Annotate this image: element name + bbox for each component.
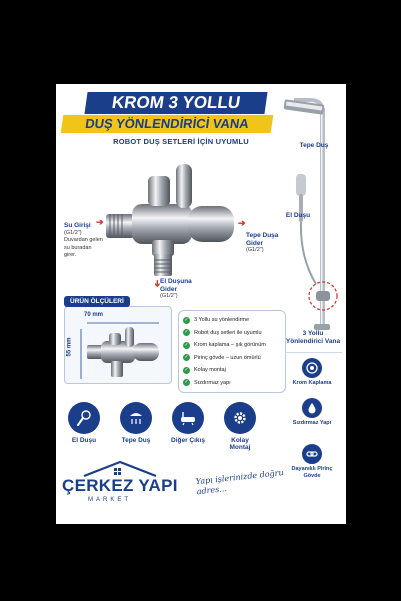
dimension-valve-illustration bbox=[79, 321, 167, 381]
inlet-arrow: ➔ bbox=[96, 217, 104, 227]
hand-shower-label: El Duşu bbox=[285, 212, 311, 219]
drop-icon bbox=[302, 398, 322, 418]
icon-label: Tepe Duş bbox=[121, 437, 151, 444]
list-item bbox=[183, 314, 281, 327]
list-item bbox=[183, 377, 281, 390]
feature-text: Krom kaplama – şık görünüm bbox=[194, 342, 266, 349]
top-outlet-title: Tepe Duşa Gider bbox=[246, 232, 279, 247]
icon-label: El Duşu bbox=[71, 437, 97, 444]
brand-name: ÇERKEZ YAPI bbox=[62, 476, 178, 495]
link-icon bbox=[302, 444, 322, 464]
hand-shower-icon bbox=[68, 402, 100, 434]
feature-text: Pirinç gövde – uzun ömürlü bbox=[194, 354, 261, 361]
icon-label: Diğer Çıkış bbox=[171, 437, 205, 444]
icon-rain-shower bbox=[116, 402, 156, 444]
gear-icon bbox=[224, 402, 256, 434]
icon-easy-install bbox=[220, 402, 260, 451]
top-outlet-arrow: ➔ bbox=[238, 218, 246, 228]
top-shower-label: Tepe Duş bbox=[299, 142, 329, 149]
feature-text: 3 Yollu su yönlendirme bbox=[194, 317, 250, 324]
brand-sub: MARKET bbox=[88, 497, 132, 503]
drop-badge-label: Sızdırmaz Yapı bbox=[292, 420, 332, 426]
hand-shower-outlet-label bbox=[160, 278, 210, 301]
chrome-badge-label: Krom Kaplama bbox=[292, 380, 332, 386]
water-inlet-title: Su Girişi bbox=[64, 222, 91, 229]
check-icon: ✓ bbox=[184, 354, 189, 361]
hand-outlet-title: El Duşuna Gider bbox=[160, 278, 192, 293]
water-inlet-note: Duvardan gelen su buradan girer. bbox=[64, 237, 103, 258]
brass-badge-label: Dayanıklı Pirinç Gövde bbox=[291, 466, 333, 479]
brand-logo bbox=[62, 460, 180, 506]
list-item bbox=[183, 339, 281, 352]
water-inlet-size: (G1/2") bbox=[64, 229, 82, 236]
right-divider bbox=[280, 352, 342, 353]
feature-text: Sızdırmaz yapı bbox=[194, 379, 231, 386]
title-line-2: DUŞ YÖNLENDİRİCİ VANA bbox=[61, 115, 274, 133]
water-inlet-label bbox=[64, 222, 104, 260]
width-dimension: 70 mm bbox=[84, 312, 104, 318]
check-icon: ✓ bbox=[184, 329, 189, 336]
height-dimension: 55 mm bbox=[66, 337, 73, 357]
top-outlet-size: (G1/2") bbox=[246, 247, 264, 253]
icon-hand-shower bbox=[64, 402, 104, 444]
dimensions-title: ÜRÜN ÖLÇÜLERİ bbox=[64, 296, 130, 307]
list-item bbox=[183, 352, 281, 365]
product-sheet bbox=[56, 84, 346, 524]
list-item bbox=[183, 364, 281, 377]
check-icon: ✓ bbox=[184, 341, 189, 348]
check-icon: ✓ bbox=[184, 379, 189, 386]
check-icon: ✓ bbox=[184, 316, 189, 323]
dimensions-box bbox=[64, 306, 172, 384]
valve-illustration bbox=[96, 154, 256, 284]
icon-label: Kolay Montaj bbox=[229, 437, 251, 451]
brand-slogan: Yapı işlerinizde doğru adres... bbox=[195, 468, 285, 497]
feature-text: Robot duş setleri ile uyumlu bbox=[194, 329, 262, 336]
bathtub-icon bbox=[172, 402, 204, 434]
chrome-icon bbox=[302, 358, 322, 378]
rain-shower-icon bbox=[120, 402, 152, 434]
list-item bbox=[183, 327, 281, 340]
features-list bbox=[178, 310, 286, 393]
hand-outlet-size: (G1/2") bbox=[160, 293, 178, 299]
check-icon: ✓ bbox=[184, 366, 189, 373]
feature-text: Kolay montaj bbox=[194, 367, 226, 374]
compatibility-subtitle: ROBOT DUŞ SETLERİ İÇİN UYUMLU bbox=[113, 137, 249, 146]
hand-outlet-arrow: ➔ bbox=[152, 279, 163, 288]
icon-bathtub bbox=[168, 402, 208, 444]
title-line-1: KROM 3 YOLLU bbox=[84, 92, 267, 114]
valve-label: 3 Yollu Yönlendirici Vana bbox=[285, 330, 341, 345]
